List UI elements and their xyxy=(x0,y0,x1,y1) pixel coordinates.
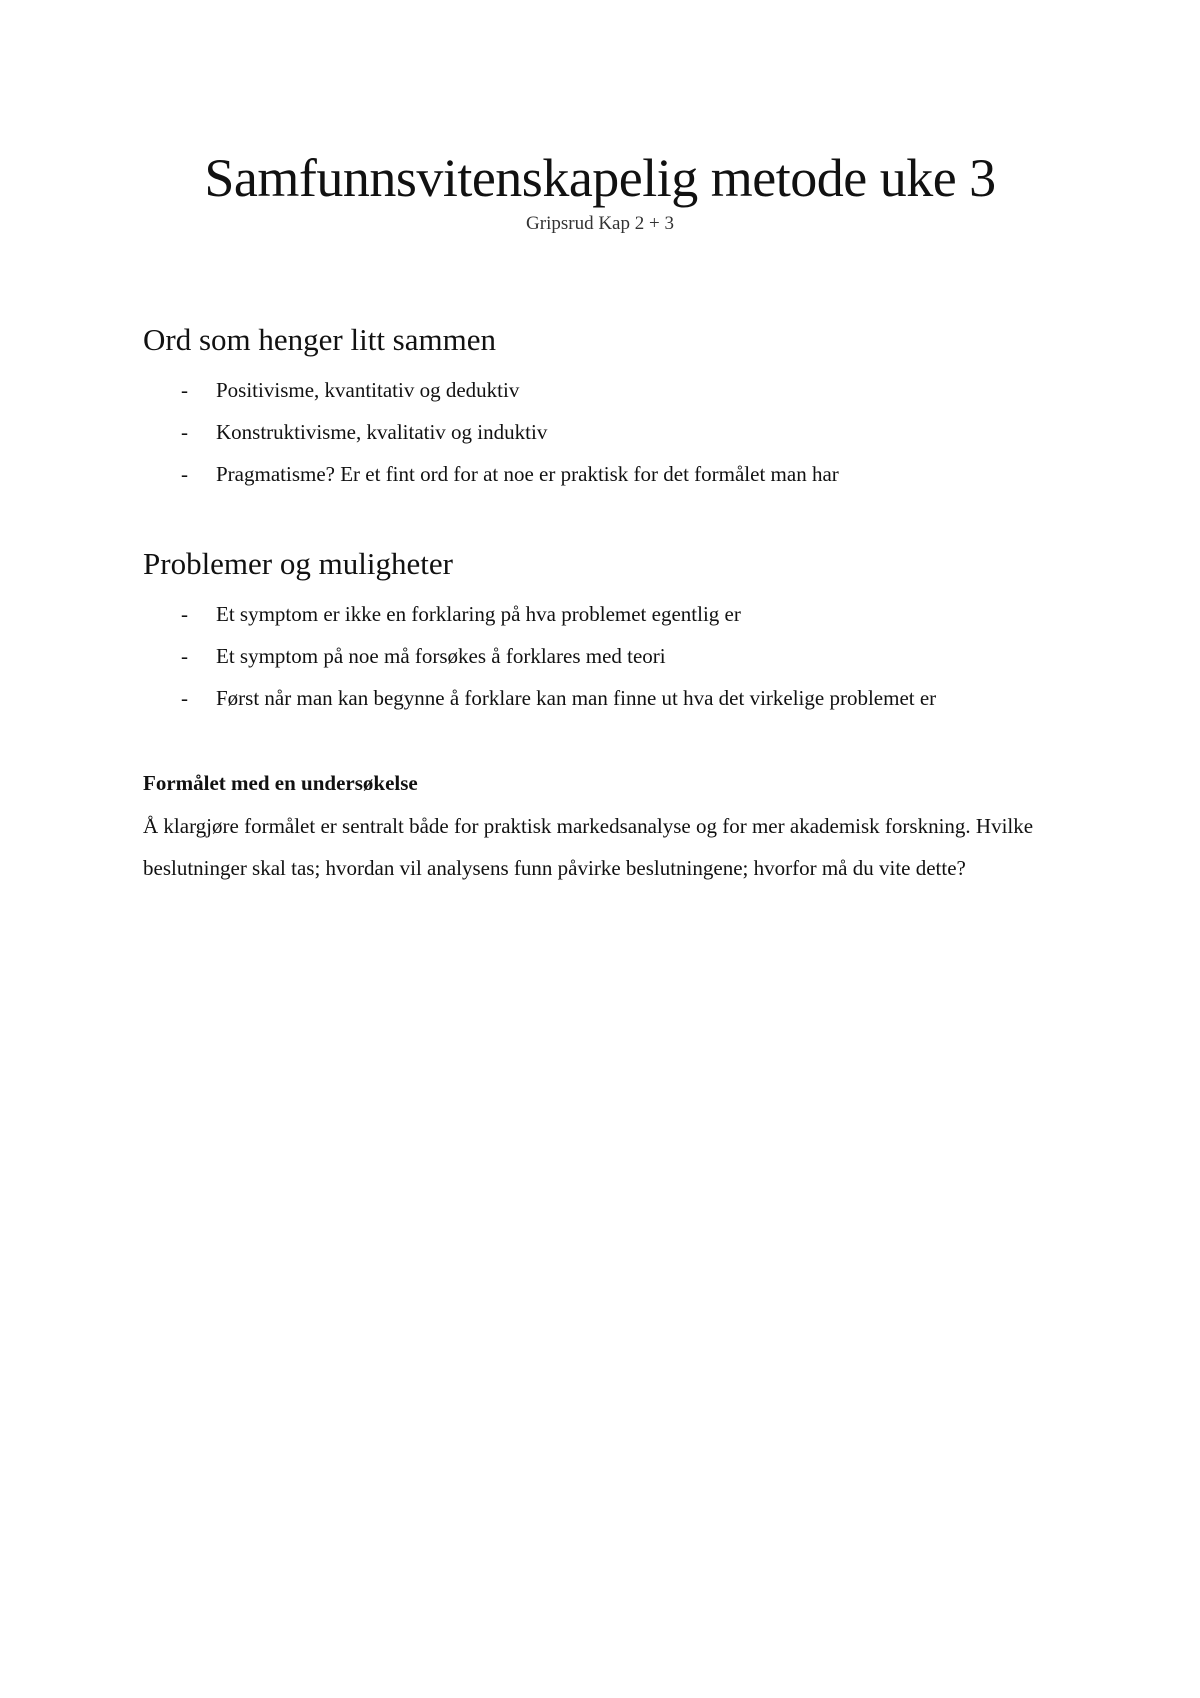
section-heading-ord-som-henger: Ord som henger litt sammen xyxy=(143,322,496,357)
purpose-heading: Formålet med en undersøkelse xyxy=(143,771,418,795)
list-item xyxy=(143,677,936,719)
document-title: Samfunnsvitenskapelig metode uke 3 xyxy=(204,148,996,208)
bullet-dash: - xyxy=(181,420,188,444)
bullet-dash: - xyxy=(181,686,188,710)
bullet-dash: - xyxy=(181,462,188,486)
list-item xyxy=(143,635,936,677)
document-subtitle: Gripsrud Kap 2 + 3 xyxy=(526,213,674,234)
list-item-text: Konstruktivisme, kvalitativ og induktiv xyxy=(216,420,548,444)
list-item xyxy=(143,369,839,411)
list-item-text: Et symptom på noe må forsøkes å forklares med teori xyxy=(216,644,666,668)
list-item-text: Et symptom er ikke en forklaring på hva problemet egentlig er xyxy=(216,602,741,626)
bullet-list-ord-som-henger xyxy=(143,369,839,495)
section-heading-problemer-og-muligheter: Problemer og muligheter xyxy=(143,546,453,581)
list-item-text: Først når man kan begynne å forklare kan man finne ut hva det virkelige problemet er xyxy=(216,686,937,710)
list-item xyxy=(143,453,839,495)
purpose-paragraph: Å klargjøre formålet er sentralt både for praktisk markedsanalyse og for mer akademisk forskning. Hvilke beslutninger skal tas; hvordan vil analysens funn påvirke beslutningene; hvorfor må du vite dette? xyxy=(143,814,1034,880)
bullet-dash: - xyxy=(181,602,188,626)
bullet-dash: - xyxy=(181,644,188,668)
list-item xyxy=(143,411,839,453)
bullet-list-problemer-og-muligheter xyxy=(143,593,936,719)
bullet-dash: - xyxy=(181,378,188,402)
list-item-text: Pragmatisme? Er et fint ord for at noe er praktisk for det formålet man har xyxy=(216,462,839,486)
list-item xyxy=(143,593,936,635)
list-item-text: Positivisme, kvantitativ og deduktiv xyxy=(216,378,520,402)
